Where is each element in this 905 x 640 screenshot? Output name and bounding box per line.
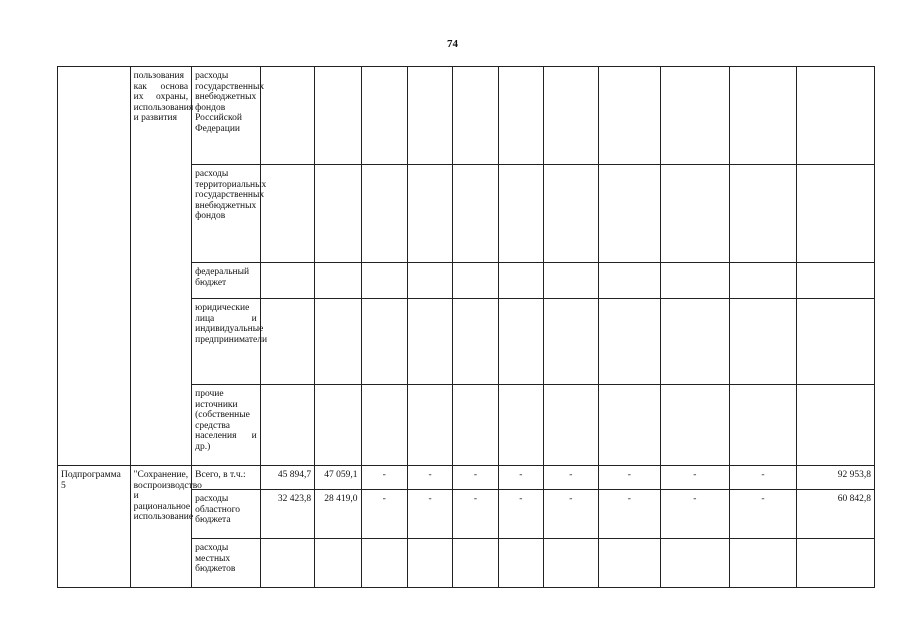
value-cell [407,263,452,299]
value-cell: 92 953,8 [797,466,875,490]
program-name-cell: "Сохранение, воспроизводство и рациональное использование [130,466,192,588]
value-cell [661,67,730,165]
value-cell [453,385,498,466]
value-cell [260,165,314,263]
value-cell: - [729,490,797,539]
value-cell [260,385,314,466]
page-number: 74 [447,38,458,50]
value-cell: - [544,490,598,539]
value-cell: - [544,466,598,490]
value-cell [260,67,314,165]
value-cell: - [661,490,730,539]
value-cell: 60 842,8 [797,490,875,539]
value-cell [544,539,598,588]
financing-table [57,66,875,588]
value-cell: - [361,490,407,539]
value-cell [407,539,452,588]
value-cell [453,263,498,299]
value-cell [661,165,730,263]
value-cell: - [407,466,452,490]
value-cell [361,539,407,588]
value-cell: - [729,466,797,490]
value-cell [598,299,661,385]
value-cell [361,263,407,299]
value-cell [453,67,498,165]
program-status-cell: Подпрограмма 5 [58,466,131,588]
value-cell: - [598,490,661,539]
table-body [58,67,875,588]
value-cell [544,165,598,263]
value-cell [544,385,598,466]
value-cell [661,539,730,588]
value-cell: - [453,490,498,539]
value-cell [315,67,361,165]
value-cell [544,299,598,385]
funding-source-cell: прочие источники (собственные средства населения и др.) [192,385,261,466]
funding-source-cell: федеральный бюджет [192,263,261,299]
value-cell [661,263,730,299]
value-cell [661,385,730,466]
value-cell [260,539,314,588]
value-cell [729,165,797,263]
value-cell [453,299,498,385]
value-cell [361,385,407,466]
value-cell [407,299,452,385]
funding-source-cell: Всего, в т.ч.: [192,466,261,490]
value-cell: 47 059,1 [315,466,361,490]
value-cell [361,67,407,165]
value-cell: - [361,466,407,490]
value-cell [498,385,543,466]
table-row [58,466,875,490]
value-cell [544,263,598,299]
value-cell [498,67,543,165]
value-cell: 32 423,8 [260,490,314,539]
value-cell [453,165,498,263]
value-cell [544,67,598,165]
value-cell [661,299,730,385]
value-cell [407,385,452,466]
value-cell [797,263,875,299]
value-cell [729,299,797,385]
value-cell [315,165,361,263]
value-cell: 45 894,7 [260,466,314,490]
value-cell [598,165,661,263]
value-cell [729,539,797,588]
value-cell: - [453,466,498,490]
value-cell [797,67,875,165]
value-cell [453,539,498,588]
funding-source-cell: расходы территориальных государственных внебюджетных фондов [192,165,261,263]
funding-source-cell: юридические лица и индивидуальные предприниматели [192,299,261,385]
value-cell [729,385,797,466]
value-cell [729,263,797,299]
value-cell [598,539,661,588]
value-cell [498,263,543,299]
value-cell: - [498,466,543,490]
funding-source-cell: расходы местных бюджетов [192,539,261,588]
value-cell: - [661,466,730,490]
value-cell [598,263,661,299]
funding-source-cell: расходы областного бюджета [192,490,261,539]
value-cell [598,67,661,165]
value-cell [407,67,452,165]
value-cell [260,299,314,385]
value-cell: - [407,490,452,539]
table-row [58,67,875,165]
program-name-cell: пользования как основа их охраны, использования и развития [130,67,192,466]
value-cell: - [498,490,543,539]
value-cell [315,263,361,299]
value-cell [407,165,452,263]
value-cell [315,299,361,385]
value-cell [260,263,314,299]
value-cell [797,299,875,385]
value-cell [729,67,797,165]
value-cell: - [598,466,661,490]
value-cell [797,385,875,466]
value-cell [498,299,543,385]
value-cell [797,539,875,588]
value-cell [315,385,361,466]
value-cell: 28 419,0 [315,490,361,539]
program-status-cell [58,67,131,466]
value-cell [797,165,875,263]
value-cell [598,385,661,466]
value-cell [361,165,407,263]
value-cell [361,299,407,385]
funding-source-cell: расходы государственных внебюджетных фондов Российской Федерации [192,67,261,165]
value-cell [498,165,543,263]
value-cell [315,539,361,588]
value-cell [498,539,543,588]
